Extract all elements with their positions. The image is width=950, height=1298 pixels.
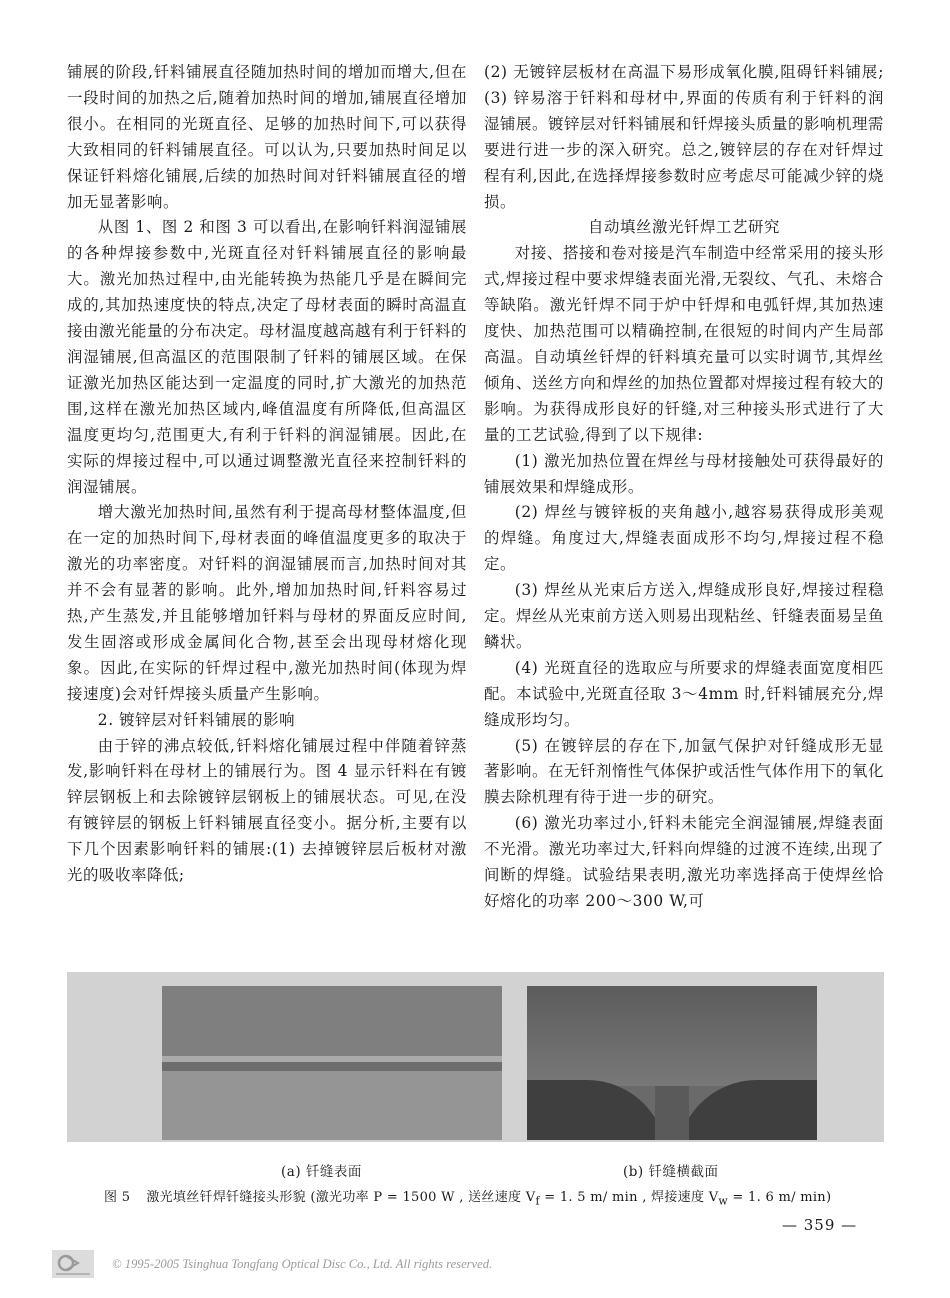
figure-caption-a: (a) 钎缝表面 [281, 1164, 362, 1180]
right-column-paragraph: (2) 无镀锌层板材在高温下易形成氧化膜,阻碍钎料铺展;(3) 锌易溶于钎料和母材中,界面的传质有利于钎料的润湿铺展。镀锌层对钎料铺展和钎焊接头质量的影响机理需要进行进一步的深入研究。总之,镀锌层的存在对钎焊过程有利,因此,在选择焊接参数时应考虑尽可能减少锌的烧损。 [484, 63, 884, 211]
right-column-paragraph: (3) 焊丝从光束后方送入,焊缝成形良好,焊接过程稳定。焊丝从光束前方送入则易出现粘丝、钎缝表面易呈鱼鳞状。 [484, 581, 884, 651]
right-column-paragraph: 自动填丝激光钎焊工艺研究 [588, 218, 780, 237]
left-column-paragraph: 铺展的阶段,钎料铺展直径随加热时间的增加而增大,但在一段时间的加热之后,随着加热时间的增加,铺展直径增加很小。在相同的光斑直径、足够的加热时间下,可以获得大致相同的钎料铺展直径。可以认为,只要加热时间足以保证钎料熔化铺展,后续的加热时间对钎料铺展直径的增加无显著影响。 [67, 63, 467, 211]
right-column-paragraph: 对接、搭接和卷对接是汽车制造中经常采用的接头形式,焊接过程中要求焊缝表面光滑,无裂纹、气孔、未熔合等缺陷。激光钎焊不同于炉中钎焊和电弧钎焊,其加热速度快、加热范围可以精确控制,在很短的时间内产生局部高温。自动填丝钎焊的钎料填充量可以实时调节,其焊丝倾角、送丝方向和焊丝的加热位置都对焊接过程有较大的影响。为获得成形良好的钎缝,对三种接头形式进行了大量的工艺试验,得到了以下规律: [484, 244, 884, 444]
right-column [484, 60, 884, 915]
left-column-paragraph: 由于锌的沸点较低,钎料熔化铺展过程中伴随着锌蒸发,影响钎料在母材上的铺展行为。图 4 显示钎料在有镀锌层钢板上和去除镀锌层钢板上的铺展状态。可见,在没有镀锌层的钢板上钎料铺展直径变小。据分析,主要有以下几个因素影响钎料的铺展:(1) 去掉镀锌层后板材对激光的吸收率降低; [67, 736, 467, 885]
right-column-paragraph: (5) 在镀锌层的存在下,加氩气保护对钎缝成形无显著影响。在无钎剂惰性气体保护或活性气体作用下的氧化膜去除机理有待于进一步的研究。 [484, 736, 884, 807]
left-column-paragraph: 增大激光加热时间,虽然有利于提高母材整体温度,但在一定的加热时间下,母材表面的峰值温度更多的取决于激光的功率密度。对钎料的润湿铺展而言,加热时间对其并不会有显著的影响。此外,增加加热时间,钎料容易过热,产生蒸发,并且能够增加钎料与母材的界面反应时间,发生固溶或形成金属间化合物,甚至会出现母材熔化现象。因此,在实际的钎焊过程中,激光加热时间(体现为焊接速度)会对钎焊接头质量产生影响。 [67, 503, 467, 703]
figure-label: 图 5 [104, 1190, 131, 1205]
vw-subscript: w [718, 1194, 728, 1208]
left-column-paragraph: 2. 镀锌层对钎料铺展的影响 [97, 710, 296, 729]
figure-caption-b: (b) 钎缝横截面 [623, 1164, 719, 1180]
right-column-paragraph: (6) 激光功率过小,钎料未能完全润湿铺展,焊缝表面不光滑。激光功率过大,钎料向焊缝的过渡不连续,出现了间断的焊缝。试验结果表明,激光功率选择高于使焊丝恰好熔化的功率 200～300 W,可 [484, 814, 884, 910]
left-column [67, 60, 467, 889]
copyright-notice: © 1995-2005 Tsinghua Tongfang Optical Disc Co., Ltd. All rights reserved. [112, 1257, 493, 1271]
vf-subscript: f [535, 1194, 540, 1208]
vf-value: = 1. 5 m/ min , 焊接速度 V [539, 1190, 719, 1205]
publisher-logo-icon [52, 1250, 94, 1278]
figure-title [104, 1186, 831, 1208]
weld-surface-photo [162, 986, 502, 1140]
figure-title-text: 激光填丝钎焊钎缝接头形貌 (激光功率 P = 1500 W , 送丝速度 V [146, 1190, 536, 1205]
right-column-paragraph: (1) 激光加热位置在焊丝与母材接触处可获得最好的铺展效果和焊缝成形。 [484, 451, 884, 496]
right-column-paragraph: (4) 光斑直径的选取应与所要求的焊缝表面宽度相匹配。本试验中,光斑直径取 3～4mm 时,钎料铺展充分,焊缝成形均匀。 [484, 658, 884, 729]
left-column-paragraph: 从图 1、图 2 和图 3 可以看出,在影响钎料润湿铺展的各种焊接参数中,光斑直径对钎料铺展直径的影响最大。激光加热过程中,由光能转换为热能几乎是在瞬间完成的,其加热速度快的特点,决定了母材表面的瞬时高温直接由激光能量的分布决定。母材温度越高越有利于钎料的润湿铺展,但高温区的范围限制了钎料的铺展区域。在保证激光加热区能达到一定温度的同时,扩大激光的加热范围,这样在激光加热区域内,峰值温度有所降低,但高温区温度更均匀,范围更大,有利于钎料的润湿铺展。因此,在实际的焊接过程中,可以通过调整激光直径来控制钎料的润湿铺展。 [67, 218, 467, 496]
weld-cross-section-photo [527, 986, 817, 1140]
page-number: — 359 — [782, 1216, 858, 1234]
right-column-paragraph: (2) 焊丝与镀锌板的夹角越小,越容易获得成形美观的焊缝。角度过大,焊缝表面成形不均匀,焊接过程不稳定。 [484, 503, 884, 574]
vw-value: = 1. 6 m/ min) [727, 1190, 832, 1205]
figure-5-image [67, 972, 884, 1142]
